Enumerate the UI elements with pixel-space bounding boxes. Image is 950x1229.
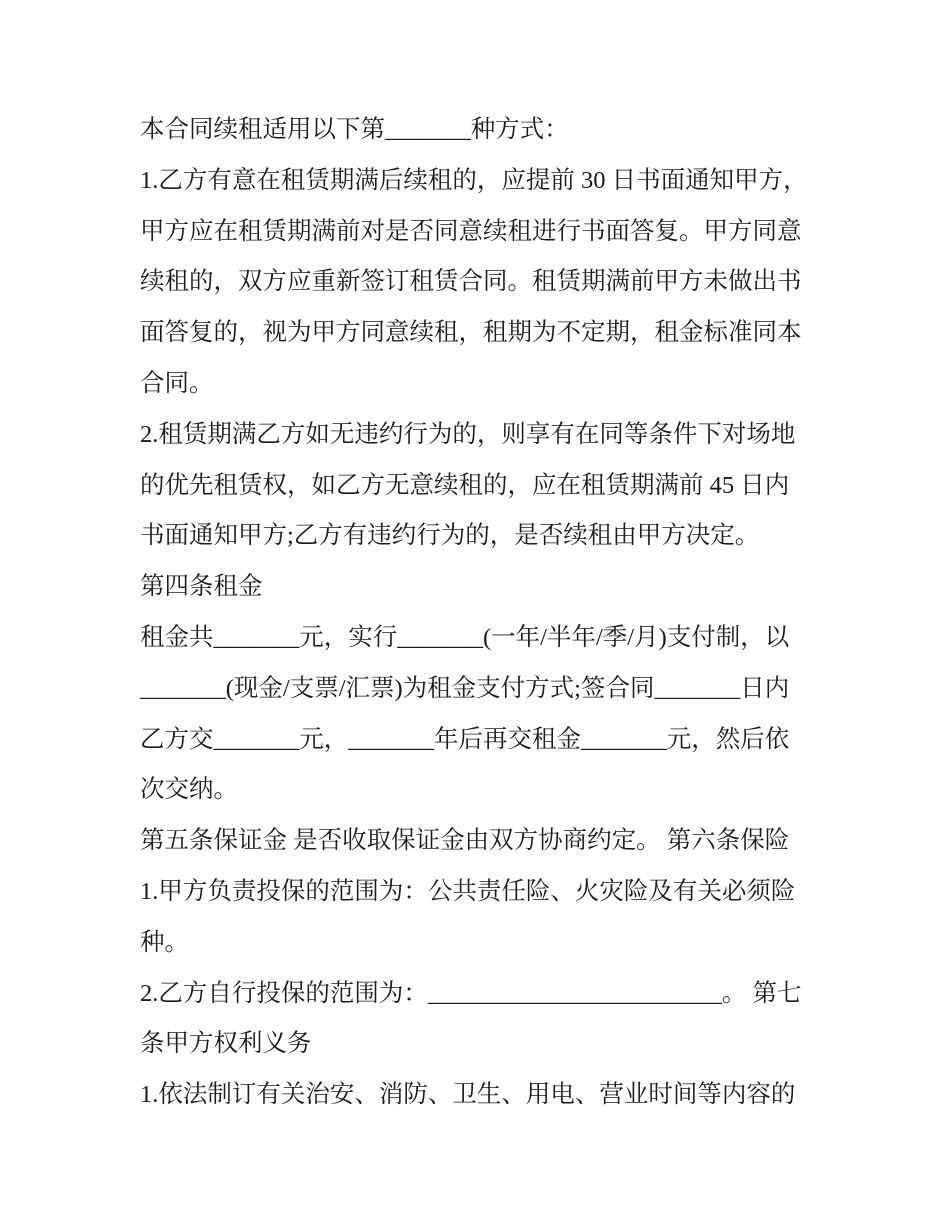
text-line: 书面通知甲方;乙方有违约行为的，是否续租由甲方决定。 <box>140 522 760 550</box>
text-line: 乙方交_______元，_______年后再交租金_______元，然后依 <box>140 725 790 753</box>
text-line: 2.乙方自行投保的范围为：________________________。 第七 <box>140 979 802 1007</box>
text-line: _______(现金/支票/汇票)为租金支付方式;签合同_______日内 <box>140 674 790 702</box>
text-line: 种。 <box>140 928 189 956</box>
section-heading: 条甲方权利义务 <box>140 1030 312 1058</box>
text-line: 1.依法制订有关治安、消防、卫生、用电、营业时间等内容的 <box>140 1081 796 1109</box>
text-line: 本合同续租适用以下第_______种方式： <box>140 116 569 143</box>
document-body <box>140 110 820 1126</box>
text-line: 1.乙方有意在租赁期满后续租的，应提前 30 日书面通知甲方， <box>140 166 808 194</box>
text-line: 甲方应在租赁期满前对是否同意续租进行书面答复。甲方同意 <box>140 217 802 245</box>
text-line: 续租的，双方应重新签订租赁合同。租赁期满前甲方未做出书 <box>140 268 802 296</box>
text-line: 面答复的，视为甲方同意续租，租期为不定期，租金标准同本 <box>140 319 802 347</box>
text-line: 第五条保证金 是否收取保证金由双方协商约定。 第六条保险 <box>140 827 790 855</box>
text-line: 2.租赁期满乙方如无违约行为的，则享有在同等条件下对场地 <box>140 420 796 448</box>
text-line: 1.甲方负责投保的范围为：公共责任险、火灾险及有关必须险 <box>140 877 796 905</box>
text-line: 的优先租赁权，如乙方无意续租的，应在租赁期满前 45 日内 <box>140 471 790 499</box>
text-line: 租金共_______元，实行_______(一年/半年/季/月)支付制，以 <box>140 623 790 651</box>
text-line: 合同。 <box>140 369 214 397</box>
text-line: 次交纳。 <box>140 776 238 804</box>
section-heading: 第四条租金 <box>140 573 263 601</box>
